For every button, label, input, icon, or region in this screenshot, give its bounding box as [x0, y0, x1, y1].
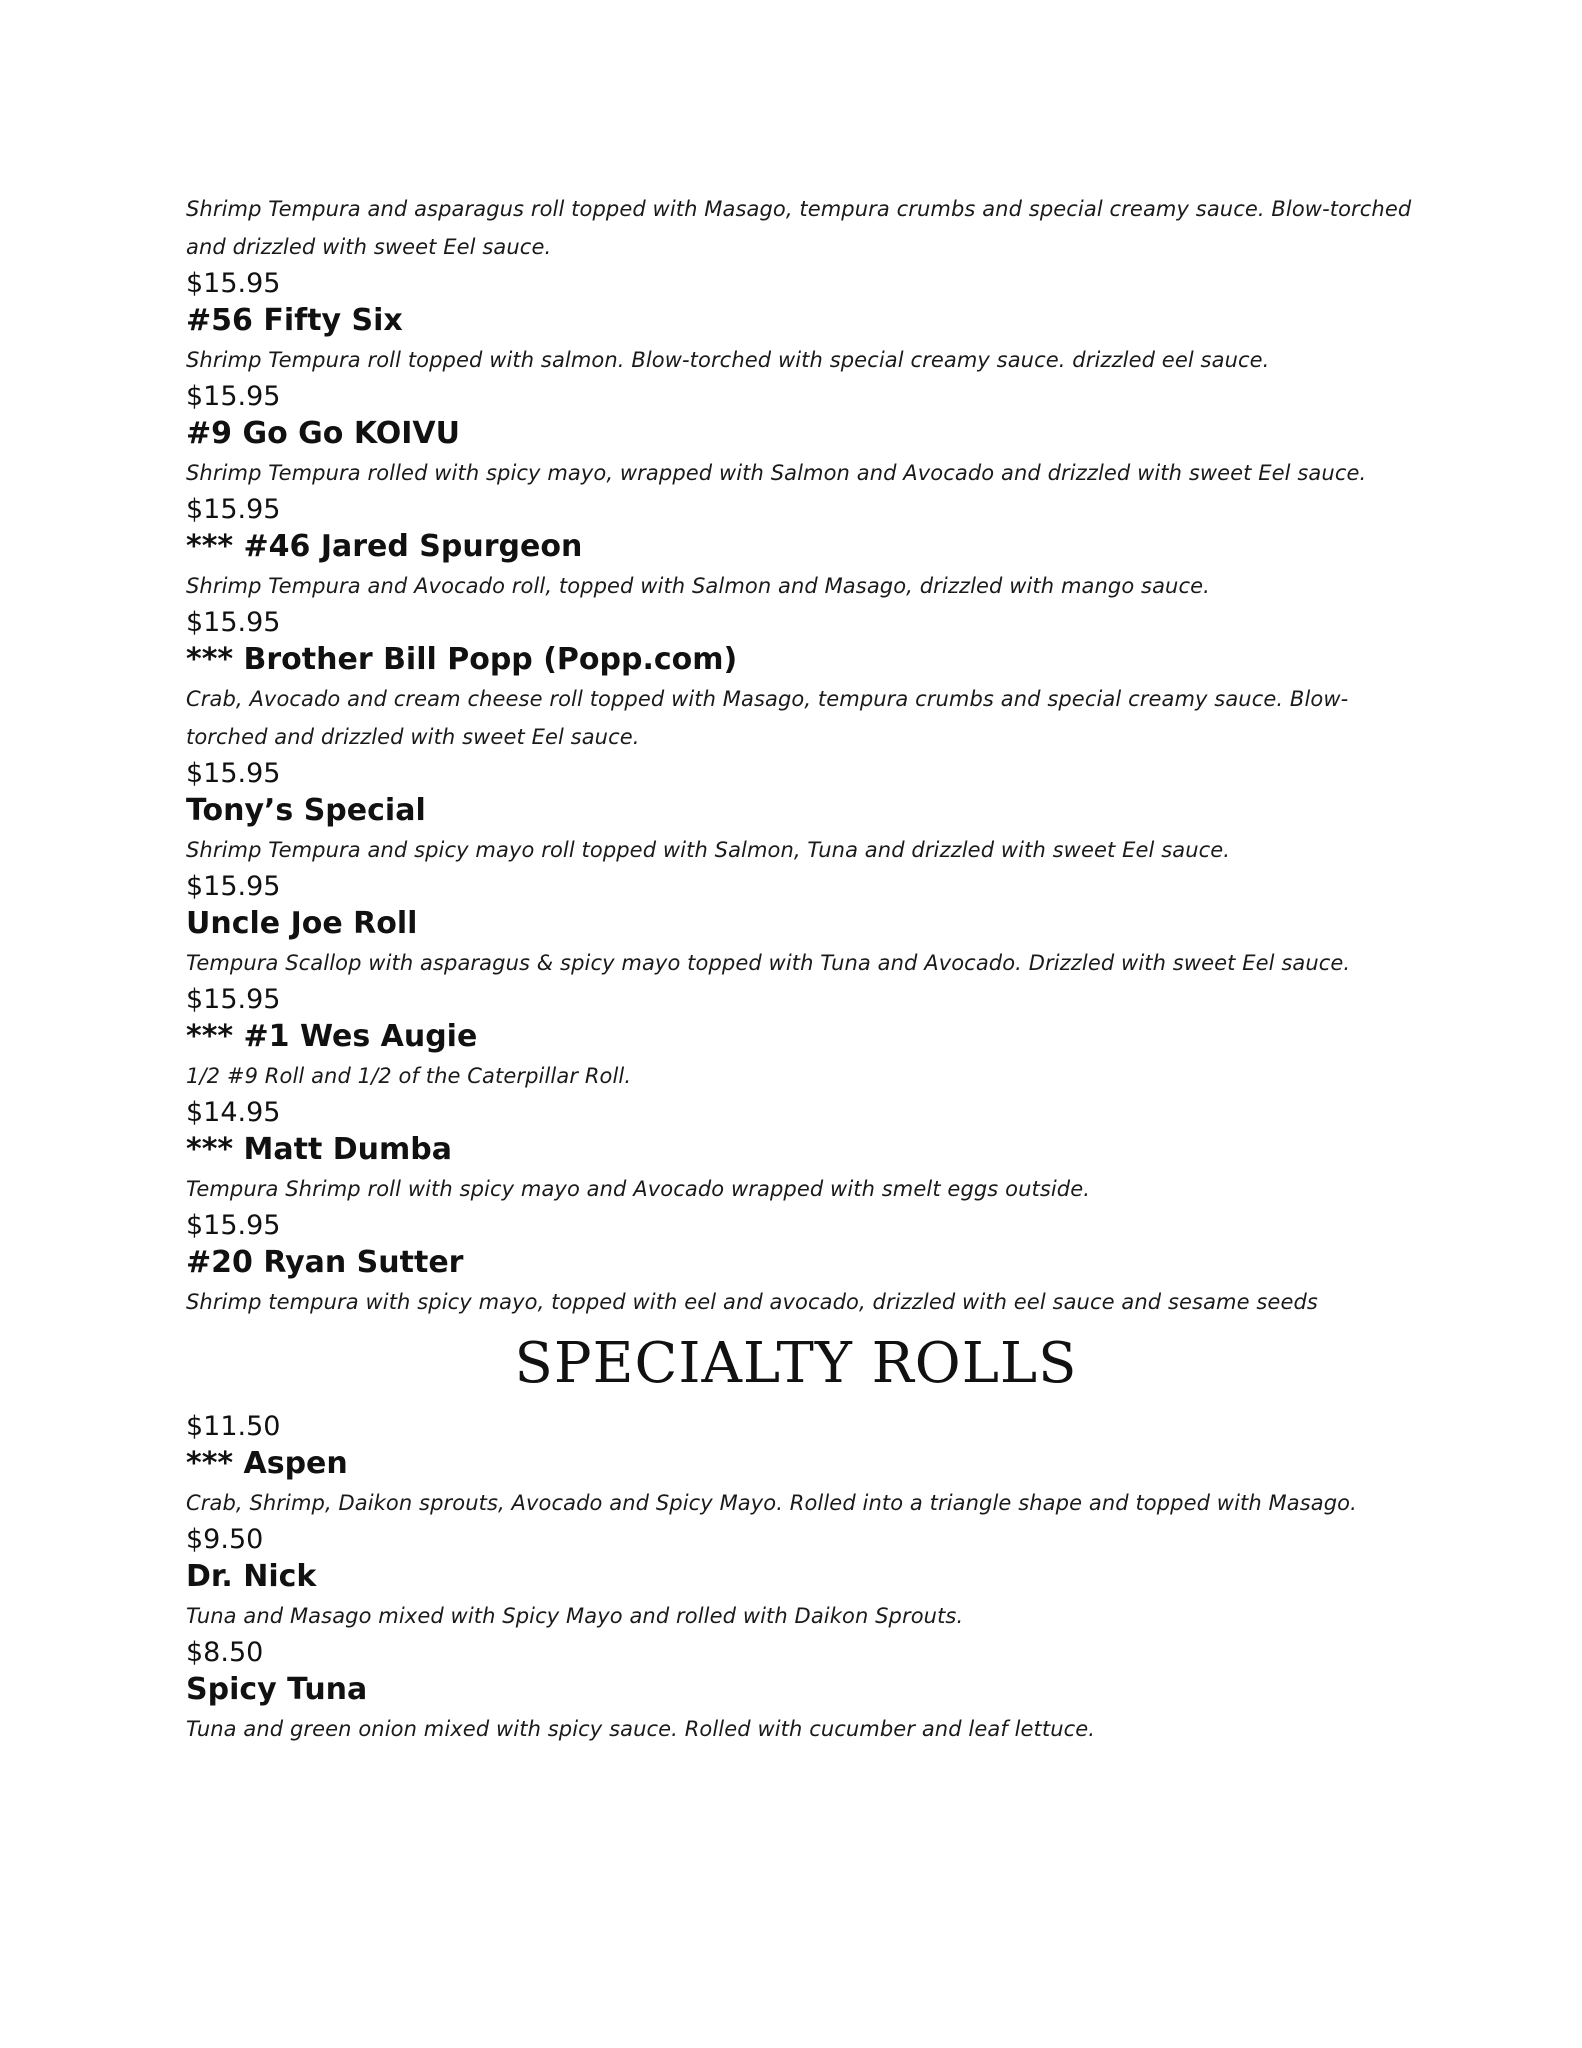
menu-item — [186, 1244, 1426, 1321]
item-name: *** #1 Wes Augie — [186, 1019, 478, 1054]
item-name: *** Aspen — [186, 1446, 348, 1481]
item-price: $15.95 — [186, 758, 281, 789]
item-description: Crab, Shrimp, Daikon sprouts, Avocado and Spicy Mayo. Rolled into a triangle shape and topped with Masago. — [186, 1491, 1357, 1515]
menu-item — [186, 528, 1426, 641]
item-description: Shrimp Tempura rolled with spicy mayo, wrapped with Salmon and Avocado and drizzled with sweet Eel sauce. — [186, 461, 1367, 485]
item-description: Tuna and Masago mixed with Spicy Mayo and rolled with Daikon Sprouts. — [186, 1604, 964, 1628]
item-price: $15.95 — [186, 494, 281, 525]
item-name: #20 Ryan Sutter — [186, 1245, 464, 1280]
menu-item — [186, 1522, 1426, 1635]
item-description: Shrimp tempura with spicy mayo, topped with eel and avocado, drizzled with eel sauce and sesame seeds — [186, 1290, 1318, 1314]
item-description: Shrimp Tempura and asparagus roll topped with Masago, tempura crumbs and special creamy sauce. Blow-torched and drizzled with sweet Eel sauce. — [186, 197, 1412, 259]
menu-item — [186, 1635, 1426, 1748]
item-name: *** Brother Bill Popp (Popp.com) — [186, 642, 738, 677]
item-description: Crab, Avocado and cream cheese roll topped with Masago, tempura crumbs and special creamy sauce. Blow-torched and drizzled with sweet Eel sauce. — [186, 687, 1349, 749]
menu-item — [186, 302, 1426, 415]
item-name: *** Matt Dumba — [186, 1132, 452, 1167]
menu-item — [186, 905, 1426, 1018]
menu-item — [186, 1131, 1426, 1244]
item-description: Shrimp Tempura and spicy mayo roll topped with Salmon, Tuna and drizzled with sweet Eel sauce. — [186, 838, 1231, 862]
item-price: $15.95 — [186, 1210, 281, 1241]
section-title: SPECIALTY ROLLS — [514, 1331, 1078, 1396]
item-description: Shrimp Tempura and Avocado roll, topped with Salmon and Masago, drizzled with mango sauce. — [186, 574, 1210, 598]
item-description: Tuna and green onion mixed with spicy sauce. Rolled with cucumber and leaf lettuce. — [186, 1717, 1096, 1741]
item-description: Tempura Shrimp roll with spicy mayo and Avocado wrapped with smelt eggs outside. — [186, 1177, 1091, 1201]
item-price: $15.95 — [186, 268, 281, 299]
item-name: *** #46 Jared Spurgeon — [186, 529, 583, 564]
item-name: #56 Fifty Six — [186, 303, 403, 338]
menu-item — [186, 1409, 1426, 1522]
menu-item — [186, 792, 1426, 905]
menu-item — [186, 415, 1426, 528]
menu-item — [186, 641, 1426, 792]
item-description: Shrimp Tempura roll topped with salmon. Blow-torched with special creamy sauce. drizzled eel sauce. — [186, 348, 1270, 372]
item-price: $11.50 — [186, 1411, 281, 1442]
item-price: $14.95 — [186, 1097, 281, 1128]
item-price: $9.50 — [186, 1524, 264, 1555]
item-price: $15.95 — [186, 984, 281, 1015]
item-name: #9 Go Go KOIVU — [186, 416, 460, 451]
item-price: $15.95 — [186, 381, 281, 412]
item-price: $15.95 — [186, 871, 281, 902]
item-description: Tempura Scallop with asparagus & spicy mayo topped with Tuna and Avocado. Drizzled with sweet Eel sauce. — [186, 951, 1351, 975]
item-name: Uncle Joe Roll — [186, 906, 418, 941]
item-name: Dr. Nick — [186, 1559, 317, 1594]
menu-page — [186, 190, 1426, 1748]
menu-item — [186, 1018, 1426, 1131]
item-name: Spicy Tuna — [186, 1672, 368, 1707]
item-name: Tony’s Special — [186, 793, 426, 828]
item-description: 1/2 #9 Roll and 1/2 of the Caterpillar Roll. — [186, 1064, 632, 1088]
item-price: $8.50 — [186, 1637, 264, 1668]
item-price: $15.95 — [186, 607, 281, 638]
